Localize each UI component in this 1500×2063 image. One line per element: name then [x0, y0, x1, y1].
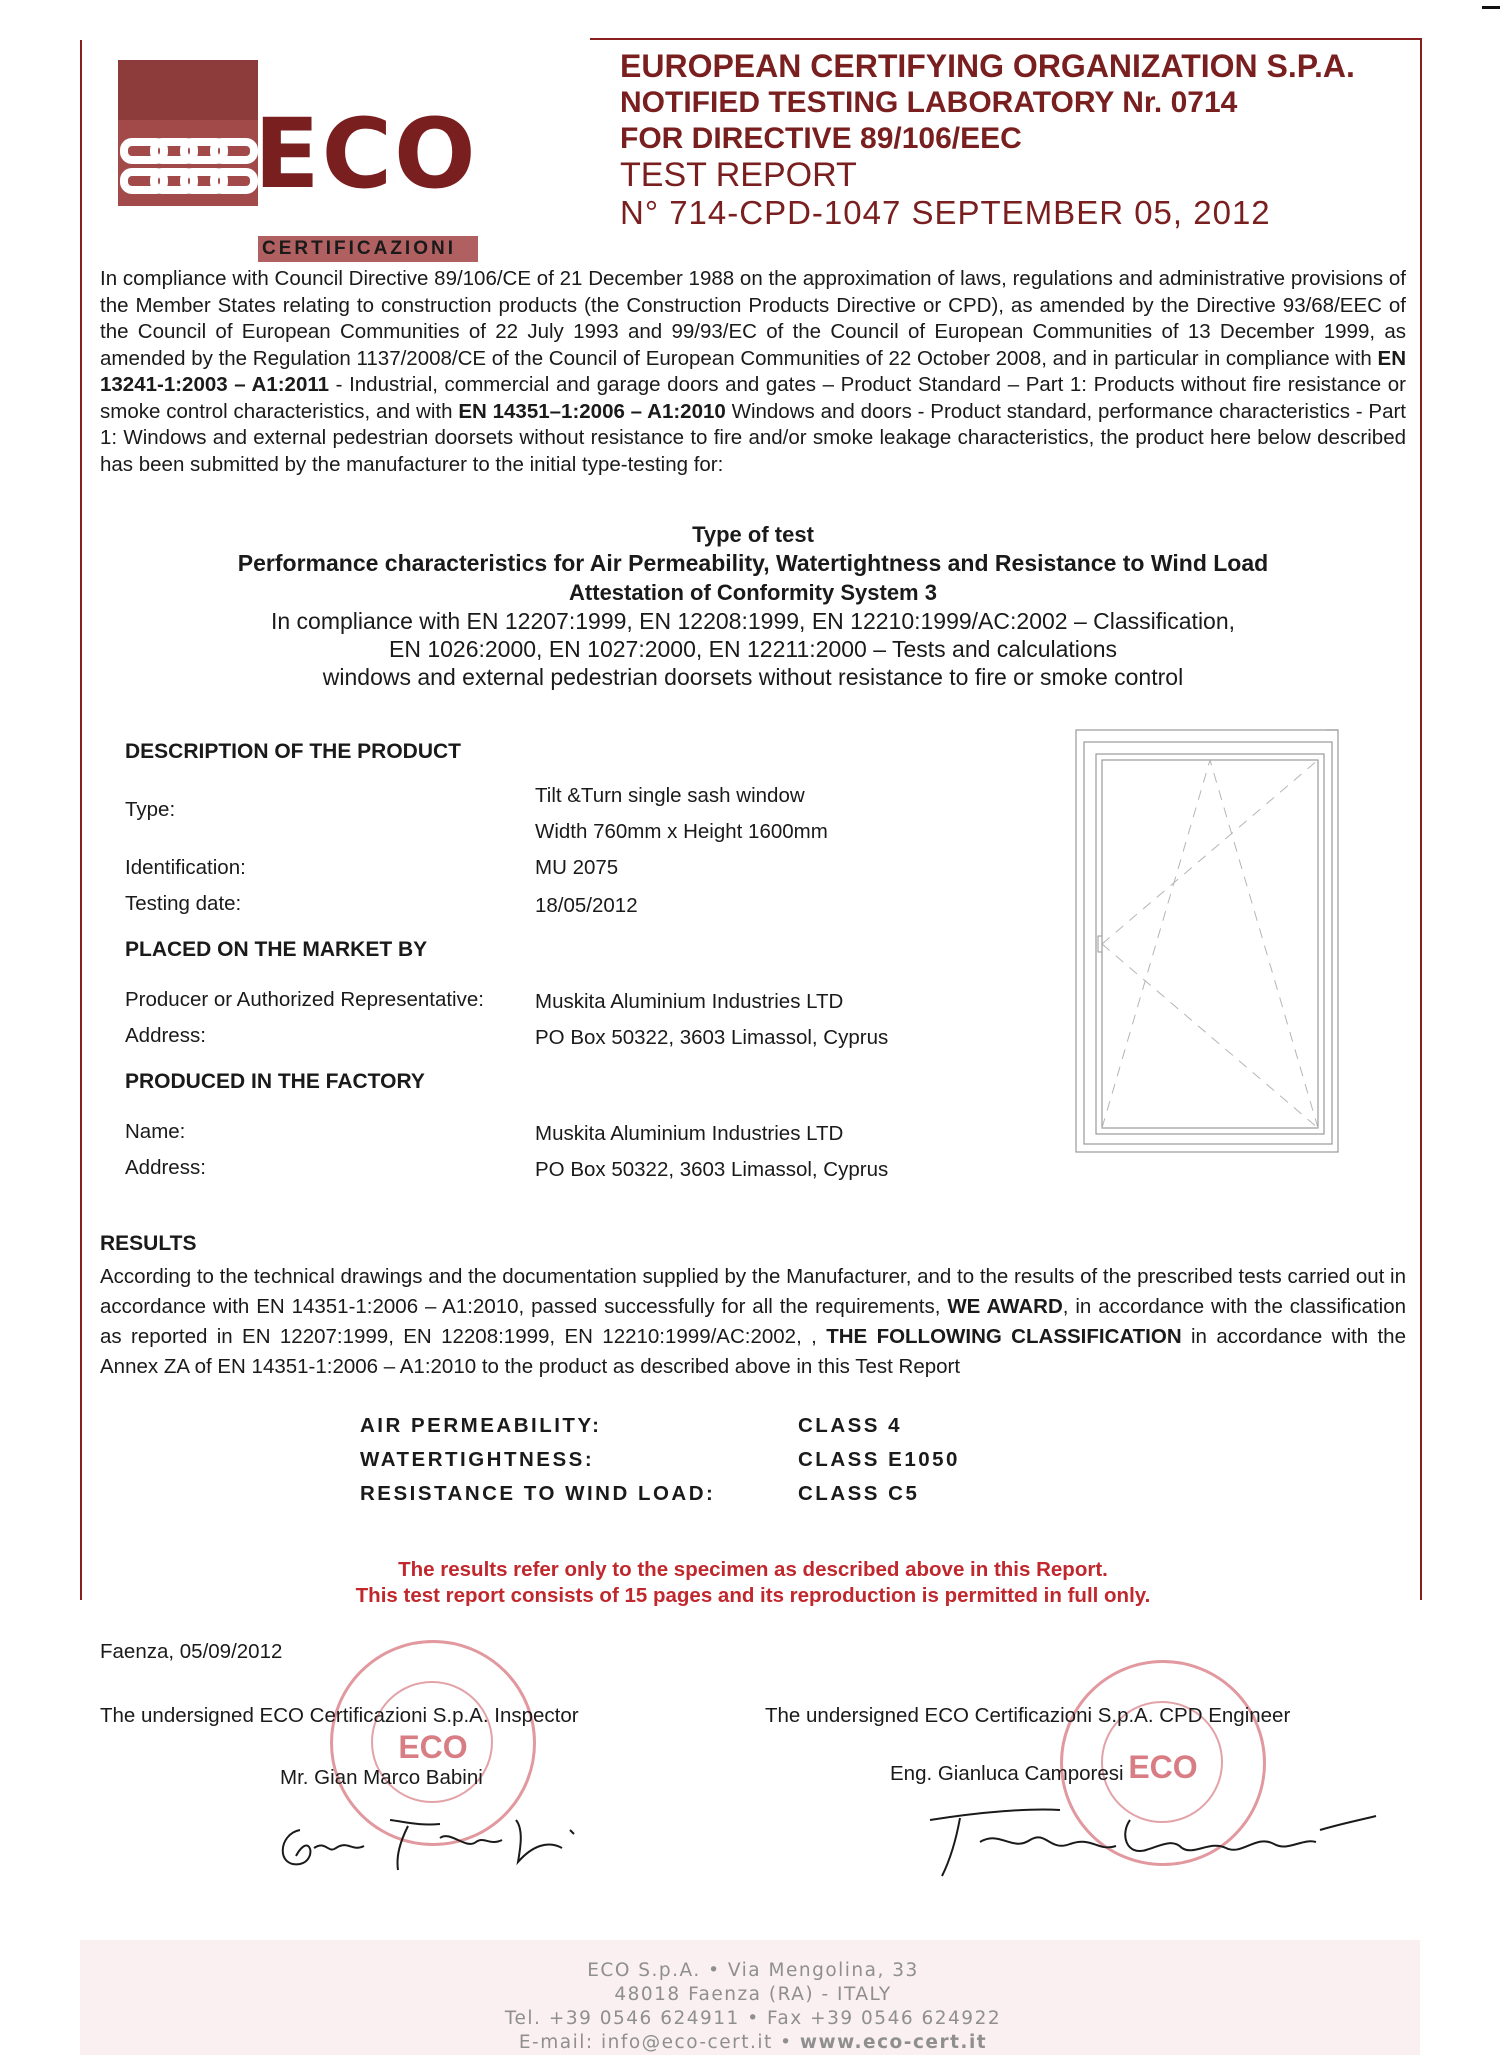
- factory-address-label: Address:: [125, 1156, 206, 1179]
- intro-text-3: Windows and doors - Product standard, performance characteristics - Part 1: Windows and external pedestrian doorsets without resistance to fire and/or smoke leakage characteristics, the product here below described has been submitted by the manufacturer to the initial type-testing for:: [100, 399, 1407, 476]
- intro-standard-1: EN 13241-1:2003 – A1:2011: [100, 346, 1406, 396]
- product-id-label: Identification:: [125, 856, 246, 879]
- frame-right-line: [1420, 40, 1422, 1600]
- testing-date-value: 18/05/2012: [535, 894, 638, 917]
- product-id-value: MU 2075: [535, 856, 619, 879]
- test-attestation: Attestation of Conformity System 3: [569, 580, 937, 605]
- classification-value: CLASS 4: [798, 1414, 903, 1437]
- inspector-name: Mr. Gian Marco Babini: [280, 1766, 483, 1789]
- market-address-label: Address:: [125, 1024, 206, 1047]
- results-heading: RESULTS: [100, 1232, 197, 1255]
- frame-top-line: [590, 38, 1422, 40]
- producer-value: Muskita Aluminium Industries LTD: [535, 990, 844, 1013]
- classification-label: AIR PERMEABILITY:: [360, 1414, 602, 1437]
- inspector-role: The undersigned ECO Certificazioni S.p.A. Inspector: [100, 1704, 579, 1727]
- producer-label: Producer or Authorized Representative:: [125, 988, 484, 1011]
- product-size-value: Width 760mm x Height 1600mm: [535, 820, 828, 843]
- intro-standard-2: EN 14351–1:2006 – A1:2010: [458, 399, 726, 423]
- frame-left-line: [80, 40, 82, 1600]
- results-text-3: in accordance with the Annex ZA of EN 14351-1:2006 – A1:2010 to the product as described above in this Test Report: [100, 1325, 1406, 1378]
- engineer-role: The undersigned ECO Certificazioni S.p.A. CPD Engineer: [765, 1704, 1291, 1727]
- test-calculations-line: EN 1026:2000, EN 1027:2000, EN 12211:2000 – Tests and calculations: [388, 636, 1117, 662]
- logo-brand: ECO: [254, 98, 478, 210]
- market-heading: PLACED ON THE MARKET BY: [125, 938, 428, 961]
- header-directive: FOR DIRECTIVE 89/106/EEC: [620, 122, 1022, 155]
- testing-date-label: Testing date:: [125, 892, 242, 915]
- results-award: WE AWARD: [947, 1295, 1063, 1318]
- factory-name-label: Name:: [125, 1120, 186, 1143]
- market-address-value: PO Box 50322, 3603 Limassol, Cyprus: [535, 1026, 889, 1049]
- product-type-label: Type:: [125, 798, 176, 821]
- classification-value: CLASS E1050: [798, 1448, 960, 1471]
- results-text-1: According to the technical drawings and the documentation supplied by the Manufacturer, and to the results of the prescribed tests carried out in accordance with EN 14351-1:2006 – A1:2010, passed successfully for all the requirements,: [100, 1265, 1406, 1318]
- classification-value: CLASS C5: [798, 1482, 920, 1505]
- reproduction-note: This test report consists of 15 pages and its reproduction is permitted in full only.: [355, 1584, 1151, 1607]
- factory-name-value: Muskita Aluminium Industries LTD: [535, 1122, 844, 1145]
- footer-city: 48018 Faenza (RA) - ITALY: [614, 1984, 892, 2005]
- logo-red-top: [118, 60, 258, 120]
- test-heading: Type of test: [692, 522, 814, 547]
- stamp-text: ECO: [1128, 1749, 1198, 1785]
- product-type-value: Tilt &Turn single sash window: [535, 784, 805, 807]
- inspector-signature: [270, 1790, 590, 1880]
- test-scope-line: windows and external pedestrian doorsets without resistance to fire or smoke control: [322, 664, 1184, 690]
- footer-phone: Tel. +39 0546 624911 • Fax +39 0546 624922: [504, 2008, 1002, 2029]
- engineer-name: Eng. Gianluca Camporesi: [890, 1762, 1124, 1785]
- intro-paragraph: [100, 266, 1406, 478]
- header-laboratory: NOTIFIED TESTING LABORATORY Nr. 0714: [620, 86, 1238, 119]
- intro-text-1: In compliance with Council Directive 89/106/CE of 21 December 1988 on the approximation of laws, regulations and administrative provisions of the Member States relating to construction products (the Construction Products Directive or CPD), as amended by the Directive 93/68/EEC of the Council of European Communities of 22 July 1993 and 99/93/EC of the Council of European Communities of 13 December 1999, as amended by the Regulation 1137/2008/CE of the Council of European Communities of 22 October 2008, and in particular in compliance with: [100, 267, 1406, 370]
- engineer-signature: [920, 1790, 1380, 1880]
- header-organization: EUROPEAN CERTIFYING ORGANIZATION S.P.A.: [620, 48, 1355, 84]
- stamp-text: ECO: [398, 1729, 468, 1765]
- factory-address-value: PO Box 50322, 3603 Limassol, Cyprus: [535, 1158, 889, 1181]
- place-date: Faenza, 05/09/2012: [100, 1640, 283, 1663]
- specimen-note: The results refer only to the specimen as described above in this Report.: [398, 1558, 1108, 1581]
- classification-label: RESISTANCE TO WIND LOAD:: [360, 1482, 716, 1505]
- intro-text-2: - Industrial, commercial and garage doors and gates – Product Standard – Part 1: Products without fire resistance or smoke control characteristics, and with: [100, 373, 1407, 423]
- eco-logo: [118, 60, 478, 259]
- footer-email: E-mail: info@eco-cert.it •: [518, 2032, 800, 2053]
- window-drawing: [1072, 726, 1342, 1156]
- factory-heading: PRODUCED IN THE FACTORY: [125, 1070, 425, 1093]
- logo-subtitle: CERTIFICAZIONI: [262, 238, 456, 259]
- header-doc-type: TEST REPORT: [620, 156, 857, 194]
- chain-link-icon: [118, 120, 258, 206]
- test-title: Performance characteristics for Air Permeability, Watertightness and Resistance to Wind Load: [237, 550, 1269, 576]
- footer-website: www.eco-cert.it: [799, 2032, 988, 2053]
- header-report-number: N° 714-CPD-1047 SEPTEMBER 05, 2012: [620, 194, 1271, 231]
- page-edge-mark: [1482, 6, 1500, 9]
- footer-contact: [100, 2032, 1406, 2053]
- results-text-2: , in accordance with the classification as reported in EN 12207:1999, EN 12208:1999, EN 12210:1999/AC:2002, ,: [100, 1295, 1406, 1348]
- footer-address: ECO S.p.A. • Via Mengolina, 33: [587, 1960, 919, 1981]
- test-compliance-line: In compliance with EN 12207:1999, EN 12208:1999, EN 12210:1999/AC:2002 – Classification,: [270, 608, 1236, 634]
- product-heading: DESCRIPTION OF THE PRODUCT: [125, 740, 462, 763]
- results-paragraph: [100, 1262, 1406, 1382]
- results-classification: THE FOLLOWING CLASSIFICATION: [826, 1325, 1182, 1348]
- classification-label: WATERTIGHTNESS:: [360, 1448, 595, 1471]
